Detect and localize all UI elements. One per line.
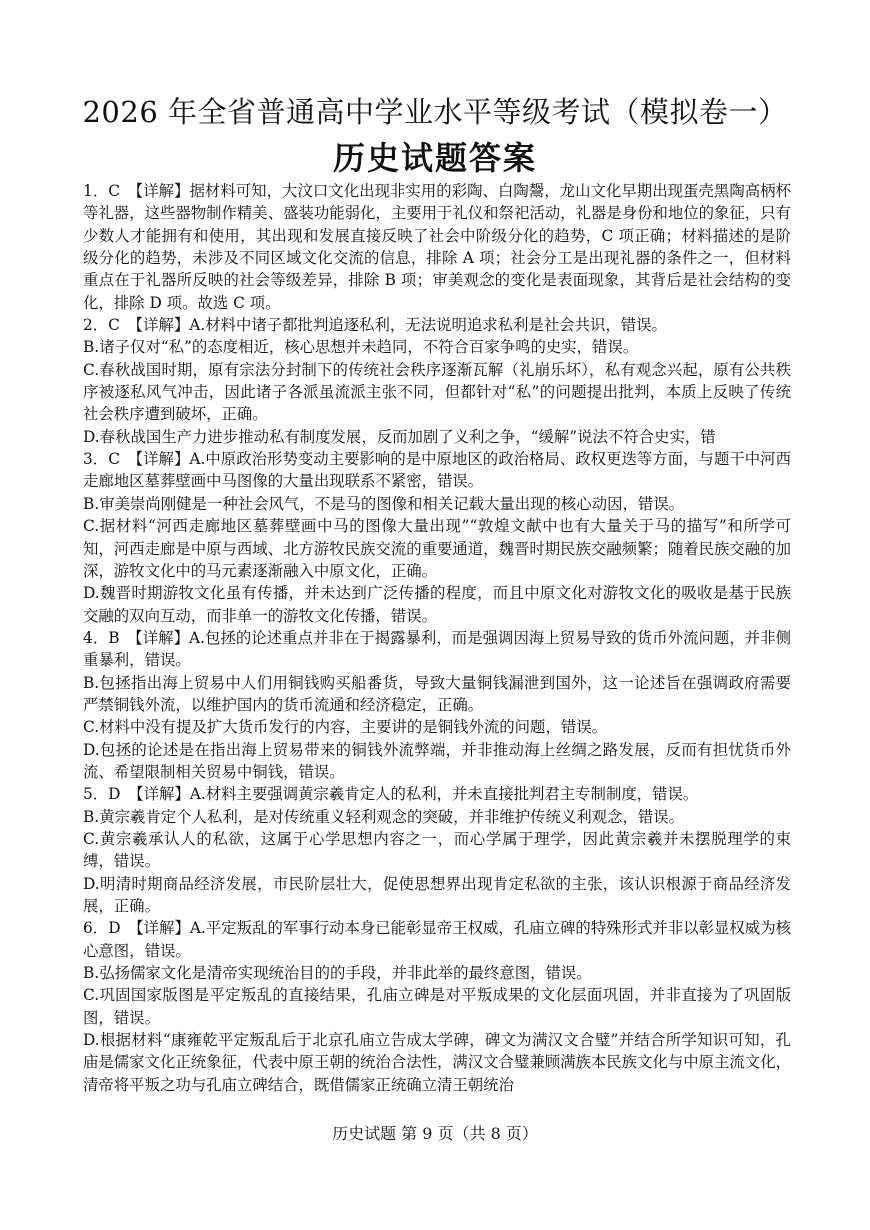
answer-paragraph: B.黄宗羲肯定个人私利，是对传统重义轻利观念的突破，并非维护传统义利观念，错误。 (83, 807, 685, 826)
exam-title: 2026 年全省普通高中学业水平等级考试（模拟卷一） (82, 95, 788, 129)
answer-paragraph: D.明清时期商品经济发展，市民阶层壮大，促使思想界出现肯定私欲的主张，该认识根源于商品经济发展，正确。 (83, 874, 791, 915)
answer-paragraph: 2．C 【详解】A.材料中诸子都批判追逐私利，无法说明追求私利是社会共识，错误。 (83, 316, 667, 335)
answer-paragraph: D.魏晋时期游牧文化虽有传播，并未达到广泛传播的程度，而且中原文化对游牧文化的吸收是基于民族交融的双向互动，而非单一的游牧文化传播，错误。 (83, 584, 791, 625)
answer-paragraph: C.巩固国家版图是平定叛乱的直接结果，孔庙立碑是对平叛成果的文化层面巩固，并非直接为了巩固版图，错误。 (83, 986, 791, 1027)
answer-paragraph: 1．C 【详解】据材料可知，大汶口文化出现非实用的彩陶、白陶鬶，龙山文化早期出现蛋壳黑陶高柄杯等礼器，这些器物制作精美、盛装功能弱化，主要用于礼仪和祭祀活动，礼器是身份和地位的象征，只有少数人才能拥有和使用，其出现和发展直接反映了社会中阶级分化的趋势，C 项正确；材料描述的是阶级分化的趋势，未涉及不同区域文化交流的信息，排除 A 项；社会分工是出现礼器的条件之一，但材料重点在于礼器所反映的社会等级差异，排除 B 项；审美观念的变化是表面现象，其背后是社会结构的变化，排除 D 项。故选 C 项。 (83, 182, 791, 312)
answer-paragraph: C.春秋战国时期，原有宗法分封制下的传统社会秩序逐渐瓦解（礼崩乐坏），私有观念兴起，原有公共秩序被逐私风气冲击，因此诸子各派虽流派主张不同，但都针对“私”的问题提出批判，本质上反映了传统社会秩序遭到破坏，正确。 (83, 360, 791, 424)
answer-body (83, 180, 791, 1096)
answer-paragraph: D.包拯的论述是在指出海上贸易带来的铜钱外流弊端，并非推动海上丝绸之路发展，反而有担忧货币外流、希望限制相关贸易中铜钱，错误。 (83, 740, 791, 781)
answer-paragraph: D.根据材料“康雍乾平定叛乱后于北京孔庙立告成太学碑，碑文为满汉文合璧”并结合所学知识可知，孔庙是儒家文化正统象征，代表中原王朝的统治合法性，满汉文合璧兼顾满族本民族文化与中原主流文化，清帝将平叛之功与孔庙立碑结合，既借儒家正统确立清王朝统治 (83, 1031, 791, 1094)
answer-paragraph: 5．D 【详解】A.材料主要强调黄宗羲肯定人的私利，并未直接批判君主专制制度，错误。 (83, 785, 699, 804)
answer-paragraph: 4．B 【详解】A.包拯的论述重点并非在于揭露暴利，而是强调因海上贸易导致的货币外流问题，并非侧重暴利，错误。 (83, 628, 791, 670)
answer-paragraph: C.材料中没有提及扩大货币发行的内容，主要讲的是铜钱外流的问题，错误。 (83, 718, 608, 737)
answer-paragraph: B.审美崇尚刚健是一种社会风气，不是马的图像和相关记载大量出现的核心动因，错误。 (83, 494, 685, 513)
answer-paragraph: C.据材料“河西走廊地区墓葬壁画中马的图像大量出现”“敦煌文献中也有大量关于马的描写”和所学可知，河西走廊是中原与西域、北方游牧民族交流的重要通道，魏晋时期民族交融频繁；随着民族交融的加深，游牧文化中的马元素逐渐融入中原文化，正确。 (83, 517, 791, 580)
answer-paragraph: 3．C 【详解】A.中原政治形势变动主要影响的是中原地区的政治格局、政权更迭等方面，与题干中河西走廊地区墓葬壁画中马图像的大量出现联系不紧密，错误。 (83, 450, 791, 491)
answer-paragraph: D.春秋战国生产力进步推动私有制度发展，反而加剧了义利之争，“缓解”说法不符合史实，错 (83, 427, 716, 446)
answer-paragraph: B.弘扬儒家文化是清帝实现统治目的的手段，并非此举的最终意图，错误。 (83, 964, 592, 983)
answer-paragraph: 6．D 【详解】A.平定叛乱的军事行动本身已能彰显帝王权威，孔庙立碑的特殊形式并非以彰显权威为核心意图，错误。 (83, 919, 791, 960)
answer-paragraph: B.包拯指出海上贸易中人们用铜钱购买船番货，导致大量铜钱漏泄到国外，这一论述旨在强调政府需要严禁铜钱外流，以维护国内的货币流通和经济稳定，正确。 (83, 673, 791, 714)
answer-heading: 历史试题答案 (332, 139, 537, 177)
answer-paragraph: C.黄宗羲承认人的私欲，这属于心学思想内容之一，而心学属于理学，因此黄宗羲并未摆脱理学的束缚，错误。 (83, 829, 791, 871)
page-footer: 历史试题 第 9 页（共 8 页） (332, 1124, 538, 1143)
answer-paragraph: B.诸子仅对“私”的态度相近，核心思想并未趋同，不符合百家争鸣的史实，错误。 (83, 338, 639, 357)
